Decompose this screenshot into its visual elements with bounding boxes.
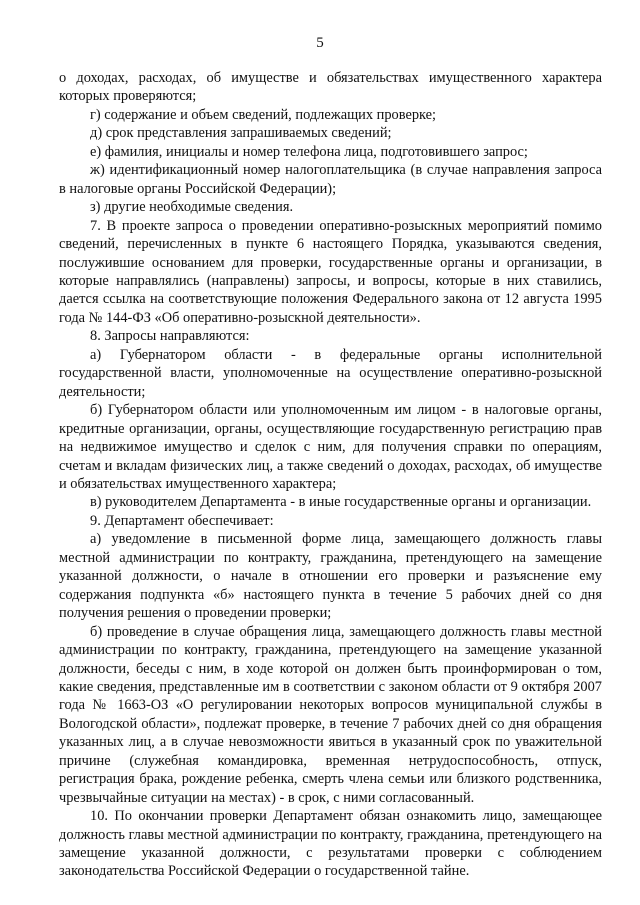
- paragraph-clause-8-b: б) Губернатором области или уполномоченным им лицом - в налоговые органы, кредитные организации, органы, осуществляющие государственную регистрацию прав на недвижимое имущество и сделок с ним, для получения справки по операциям, счетам и вкладам физических лиц, а также сведений о доходах, расходах, об имуществе и обязательствах имущественного характера;: [59, 402, 602, 492]
- paragraph-continuation: о доходах, расходах, об имуществе и обязательствах имущественного характера которых проверяются;: [59, 70, 602, 105]
- paragraph-item-zh: ж) идентификационный номер налогоплательщика (в случае направления запроса в налоговые органы Российской Федерации);: [59, 162, 602, 197]
- paragraph-clause-8: 8. Запросы направляются:: [90, 328, 250, 345]
- paragraph-clause-9: 9. Департамент обеспечивает:: [90, 512, 274, 529]
- paragraph-clause-9-a: а) уведомление в письменной форме лица, замещающего должность главы местной администрации по контракту, гражданина, претендующего на замещение указанной должности, о начале в отношении его проверки и разъяснение ему содержания подпункта «б» настоящего пункта в течение 5 рабочих дней со дня получения решения о проведении проверки;: [59, 531, 602, 622]
- paragraph-item-e: е) фамилия, инициалы и номер телефона лица, подготовившего запрос;: [90, 143, 528, 160]
- page-number: 5: [316, 35, 324, 51]
- paragraph-clause-10: 10. По окончании проверки Департамент обязан ознакомить лицо, замещающее должность главы местной администрации по контракту, гражданина, претендующего на замещение указанной должности, с результатами проверки с соблюдением законодательства Российской Федерации о государственной тайне.: [59, 808, 602, 880]
- paragraph-item-d: д) срок представления запрашиваемых сведений;: [90, 125, 392, 142]
- paragraph-clause-7: 7. В проекте запроса о проведении оперативно-розыскных мероприятий помимо сведений, перечисленных в пункте 6 настоящего Порядка, указываются сведения, послужившие основанием для проверки, государственные органы и организации, в которые направлялись (направлены) запросы, и вопросы, которые в них ставились, дается ссылка на соответствующие положения Федерального закона от 12 августа 1995 года № 144-ФЗ «Об оперативно-розыскной деятельности».: [59, 217, 602, 326]
- paragraph-item-z: з) другие необходимые сведения.: [90, 199, 294, 216]
- paragraph-clause-9-b: б) проведение в случае обращения лица, замещающего должность главы местной администрации по контракту, гражданина, претендующего на замещение указанной должности, беседы с ним, в ходе которой он должен быть проинформирован о том, какие сведения, представленные им в соответствии с законом области от 9 октября 2007 года № 1663-ОЗ «О регулировании некоторых вопросов муниципальной службы в Вологодской области», подлежат проверке, в течение 7 рабочих дней со дня обращения указанных лиц, а в случае невозможности явиться в указанный срок по уважительной причине (служебная командировка, временная нетрудоспособность, отпуск, регистрация брака, рождение ребенка, смерть члена семьи или близкого родственника, чрезвычайные ситуации на местах) - в срок, с ними согласованный.: [59, 623, 602, 806]
- paragraph-clause-8-v: в) руководителем Департамента - в иные государственные органы и организации.: [90, 494, 592, 511]
- paragraph-clause-8-a: а) Губернатором области - в федеральные органы исполнительной государственной власти, уполномоченные на осуществление оперативно-розыскной деятельности;: [59, 346, 602, 400]
- paragraph-item-g: г) содержание и объем сведений, подлежащих проверке;: [90, 106, 437, 123]
- document-body: [59, 69, 602, 881]
